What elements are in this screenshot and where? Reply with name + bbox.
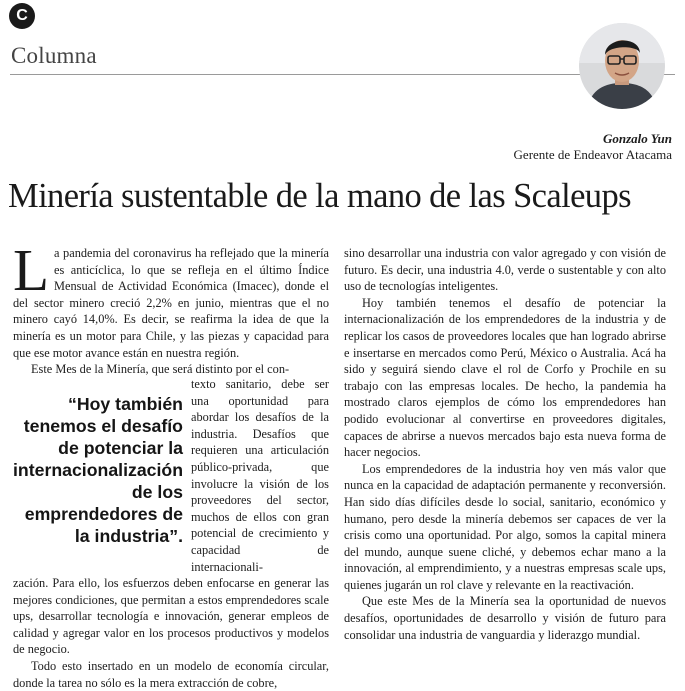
article-column-left-bottom xyxy=(13,575,329,691)
paragraph-2-start: Este Mes de la Minería, que será distinto por el con- xyxy=(31,362,290,377)
paragraph-3: Todo esto insertado en un modelo de economía circular, donde la tarea no sólo es la mera extracción de cobre, xyxy=(13,658,329,690)
paragraph-1: La pandemia del coronavirus ha reflejado que la minería es anticíclica, lo que se refleja en el último Índice Mensual de Actividad Económica (Imacec), donde el del sector minero creció 2,2% en junio, mientras que el no minero cayó 14,0%. Es decir, se reafirma la idea de que la minería es un motor para Chile, y las piezas y capacidad para que ese motor avance están en nuestra región. xyxy=(13,237,329,360)
paragraph-2-end: zación. Para ello, los esfuerzos deben enfocarse en generar las mejores condiciones, que permitan a estos emprendedores scale ups, desarrollar tecnología e innovación, generar empleos de calidad y agregar valor en los procesos productivos y modelos de negocio. xyxy=(13,576,329,657)
headline: Minería sustentable de la mano de las Scaleups xyxy=(8,177,631,215)
drop-cap: L xyxy=(13,237,50,303)
paragraph-6: Que este Mes de la Minería sea la oportunidad de nuevos desafíos, oportunidades de desarrollo y visión de futuro para consolidar una industria de vanguardia y liderazgo mundial. xyxy=(344,594,666,642)
paragraph-4: Hoy también tenemos el desafío de potenciar la internacionalización de los emprendedores de la industria y de replicar los casos de proveedores locales que han logrado abrirse e insertarse en mercados como Perú, México o Australia. Acá ha sido y seguirá siendo clave el rol de Corfo y Prochile en su trabajo con las empresas locales. De hecho, la pandemia ha mostrado claros ejemplos de cómo los emprendedores han podido evolucionar al convertirse en proveedores digitales, capaces de abrirse a nuevos mercados bajo esta nueva forma de hacer negocios. xyxy=(344,295,666,460)
author-photo-illustration xyxy=(579,23,665,109)
article-column-left xyxy=(13,237,329,378)
paragraph-3-continued: sino desarrollar una industria con valor agregado y con visión de futuro. Es decir, una industria 4.0, verde o sustentable y con alto uso de tecnologías inteligentes. xyxy=(344,246,666,294)
author-avatar xyxy=(579,23,665,109)
paragraph-2-narrow: texto sanitario, debe ser una oportunidad para abordar los desafíos de la industria. Desafíos que requieren una articulación público-privada, que involucre la visión de los proveedores del sector, muchos de ellos con gran potencial de crecimiento y capacidad de internacionali- xyxy=(191,377,329,574)
column-badge: C xyxy=(9,3,35,29)
header-divider xyxy=(10,74,675,75)
author-name: Gonzalo Yun xyxy=(602,131,672,146)
author-role: Gerente de Endeavor Atacama xyxy=(513,147,672,162)
paragraph-5: Los emprendedores de la industria hoy ven más valor que nunca en la capacidad de adaptación permanente y reconversión. Han sido días difíciles desde lo social, sanitario, económico y humano, pero desde la minería debemos ser capaces de ver la crisis como una oportunidad. Por algo, somos la capital minera del mundo, aunque suene cliché, y debemos echar mano a la innovación, al emprendimiento, y a nuestras empresas scale ups, quienes jugarán un rol clave y relevante en la reactivación. xyxy=(344,461,666,592)
pull-quote: “Hoy también tenemos el desafío de potenciar la internacionalización de los emprendedores de la industria”. xyxy=(13,394,184,546)
article-column-right xyxy=(344,245,666,643)
section-label: Columna xyxy=(11,43,97,68)
